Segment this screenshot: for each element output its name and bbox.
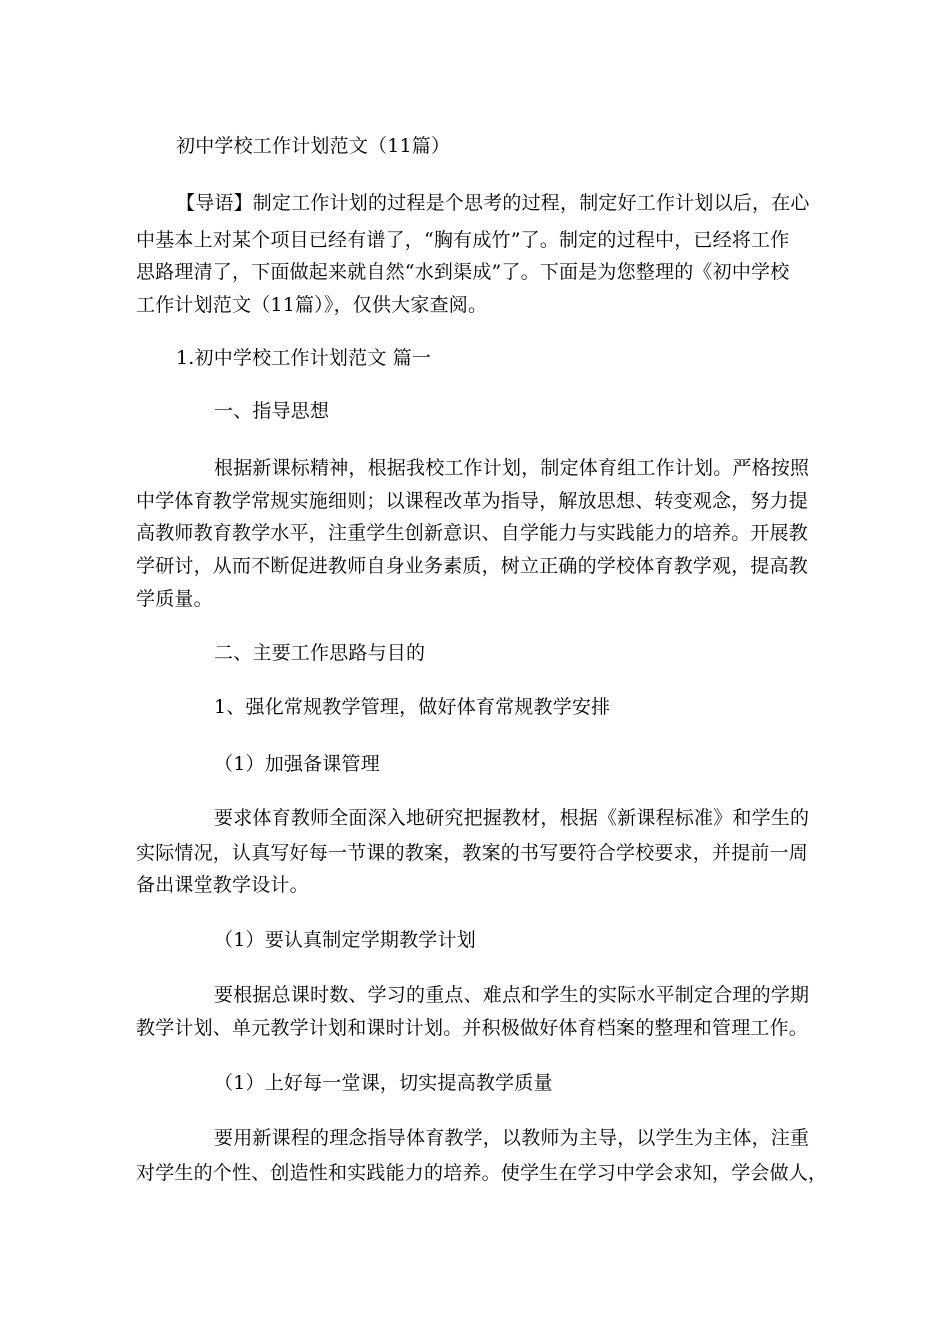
- paragraph-line: 中学体育教学常规实施细则；以课程改革为指导，解放思想、转变观念，努力提: [136, 490, 809, 512]
- paragraph-line: 要用新课程的理念指导体育教学，以教师为主导，以学生为主体，注重: [214, 1127, 810, 1149]
- paragraph-line: 备出课堂教学设计。: [136, 874, 309, 896]
- subsection-heading: （1）要认真制定学期教学计划: [214, 929, 476, 951]
- subsection-heading: （1）上好每一堂课，切实提高教学质量: [214, 1072, 553, 1094]
- intro-line: 工作计划范文（11篇）》，仅供大家查阅。: [136, 294, 488, 316]
- article-heading: 1.初中学校工作计划范文 篇一: [176, 347, 432, 369]
- paragraph-line: 教学计划、单元教学计划和课时计划。并积极做好体育档案的整理和管理工作。: [136, 1017, 809, 1039]
- paragraph-line: 对学生的个性、创造性和实践能力的培养。使学生在学习中学会求知，学会做人，: [136, 1162, 828, 1184]
- paragraph-line: 高教师教育教学水平，注重学生创新意识、自学能力与实践能力的培养。开展教: [136, 522, 809, 544]
- intro-line: 【导语】制定工作计划的过程是个思考的过程，制定好工作计划以后，在心: [176, 192, 810, 214]
- paragraph-line: 要求体育教师全面深入地研究把握教材，根据《新课程标准》和学生的: [214, 807, 810, 829]
- intro-line: 中基本上对某个项目已经有谱了，“胸有成竹”了。制定的过程中，已经将工作: [136, 229, 790, 251]
- paragraph-line: 学质量。: [136, 588, 213, 610]
- section-heading: 二、主要工作思路与目的: [214, 642, 426, 664]
- section-heading: 一、指导思想: [214, 400, 330, 422]
- item-heading: 1、强化常规教学管理，做好体育常规教学安排: [214, 696, 611, 718]
- subsection-heading: （1）加强备课管理: [214, 753, 380, 775]
- paragraph-line: 要根据总课时数、学习的重点、难点和学生的实际水平制定合理的学期: [214, 984, 810, 1006]
- intro-line: 思路理清了，下面做起来就自然“水到渠成”了。下面是为您整理的《初中学校: [136, 261, 790, 283]
- paragraph-line: 根据新课标精神，根据我校工作计划，制定体育组工作计划。严格按照: [214, 457, 810, 479]
- document-title: 初中学校工作计划范文（11篇）: [176, 135, 451, 157]
- paragraph-line: 实际情况，认真写好每一节课的教案，教案的书写要符合学校要求，并提前一周: [136, 842, 809, 864]
- paragraph-line: 学研讨，从而不断促进教师自身业务素质，树立正确的学校体育教学观，提高教: [136, 555, 809, 577]
